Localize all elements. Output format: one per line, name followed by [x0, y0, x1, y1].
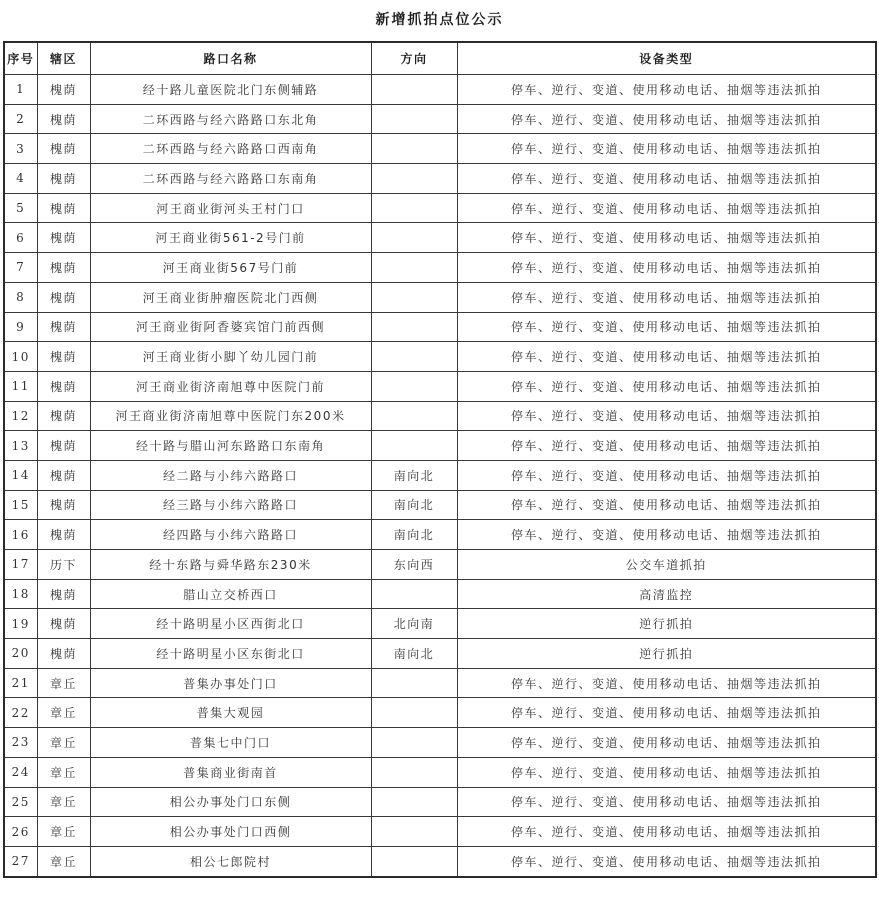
table-row	[4, 846, 876, 876]
cell-location: 二环西路与经六路路口东南角	[90, 164, 371, 194]
cell-district: 章丘	[37, 846, 90, 876]
cell-no: 1	[4, 75, 37, 105]
cell-district: 槐荫	[37, 401, 90, 431]
header-device-type: 设备类型	[457, 42, 876, 75]
table-row	[4, 431, 876, 461]
cell-location: 经十路儿童医院北门东侧辅路	[90, 75, 371, 105]
cell-device-type: 停车、逆行、变道、使用移动电话、抽烟等违法抓拍	[457, 134, 876, 164]
cell-location: 经十东路与舜华路东230米	[90, 550, 371, 580]
cell-no: 21	[4, 668, 37, 698]
cell-no: 25	[4, 787, 37, 817]
cell-location: 河王商业街济南旭尊中医院门东200米	[90, 401, 371, 431]
cell-district: 槐荫	[37, 490, 90, 520]
cell-direction: 南向北	[371, 460, 457, 490]
table-row	[4, 282, 876, 312]
cell-direction	[371, 134, 457, 164]
cell-device-type: 停车、逆行、变道、使用移动电话、抽烟等违法抓拍	[457, 75, 876, 105]
cell-direction	[371, 698, 457, 728]
table-row	[4, 757, 876, 787]
table-row	[4, 104, 876, 134]
table-row	[4, 75, 876, 105]
cell-no: 20	[4, 639, 37, 669]
table-header-row	[4, 42, 876, 75]
cell-device-type: 停车、逆行、变道、使用移动电话、抽烟等违法抓拍	[457, 757, 876, 787]
cell-no: 16	[4, 520, 37, 550]
cell-direction: 北向南	[371, 609, 457, 639]
cell-district: 槐荫	[37, 253, 90, 283]
cell-location: 相公办事处门口东侧	[90, 787, 371, 817]
cell-no: 14	[4, 460, 37, 490]
table-row	[4, 787, 876, 817]
cell-location: 河王商业街肿瘤医院北门西侧	[90, 282, 371, 312]
cell-no: 12	[4, 401, 37, 431]
cell-district: 槐荫	[37, 223, 90, 253]
cell-district: 槐荫	[37, 193, 90, 223]
cell-district: 槐荫	[37, 312, 90, 342]
table-row	[4, 134, 876, 164]
table-row	[4, 579, 876, 609]
table-row	[4, 639, 876, 669]
table-row	[4, 728, 876, 758]
cell-device-type: 停车、逆行、变道、使用移动电话、抽烟等违法抓拍	[457, 431, 876, 461]
cell-device-type: 停车、逆行、变道、使用移动电话、抽烟等违法抓拍	[457, 223, 876, 253]
cell-location: 经二路与小纬六路路口	[90, 460, 371, 490]
cell-device-type: 停车、逆行、变道、使用移动电话、抽烟等违法抓拍	[457, 787, 876, 817]
document-title: 新增抓拍点位公示	[375, 12, 504, 28]
cell-direction	[371, 253, 457, 283]
table-row	[4, 253, 876, 283]
cell-direction	[371, 282, 457, 312]
table-row	[4, 817, 876, 847]
table-row	[4, 490, 876, 520]
table-row	[4, 550, 876, 580]
table-row	[4, 401, 876, 431]
header-no: 序号	[4, 42, 37, 75]
cell-district: 槐荫	[37, 371, 90, 401]
cell-no: 10	[4, 342, 37, 372]
cell-direction: 南向北	[371, 639, 457, 669]
cell-device-type: 停车、逆行、变道、使用移动电话、抽烟等违法抓拍	[457, 371, 876, 401]
cell-no: 22	[4, 698, 37, 728]
cell-location: 普集大观园	[90, 698, 371, 728]
cell-location: 二环西路与经六路路口西南角	[90, 134, 371, 164]
capture-points-table	[3, 41, 877, 878]
header-location: 路口名称	[90, 42, 371, 75]
cell-district: 槐荫	[37, 134, 90, 164]
cell-no: 3	[4, 134, 37, 164]
cell-direction	[371, 193, 457, 223]
cell-location: 河王商业街小脚丫幼儿园门前	[90, 342, 371, 372]
cell-location: 河王商业街阿香婆宾馆门前西侧	[90, 312, 371, 342]
cell-district: 章丘	[37, 668, 90, 698]
cell-device-type: 停车、逆行、变道、使用移动电话、抽烟等违法抓拍	[457, 164, 876, 194]
cell-location: 经十路明星小区西街北口	[90, 609, 371, 639]
cell-no: 5	[4, 193, 37, 223]
cell-device-type: 停车、逆行、变道、使用移动电话、抽烟等违法抓拍	[457, 253, 876, 283]
cell-direction	[371, 431, 457, 461]
cell-device-type: 停车、逆行、变道、使用移动电话、抽烟等违法抓拍	[457, 668, 876, 698]
cell-location: 经三路与小纬六路路口	[90, 490, 371, 520]
cell-device-type: 停车、逆行、变道、使用移动电话、抽烟等违法抓拍	[457, 846, 876, 876]
cell-district: 章丘	[37, 817, 90, 847]
cell-direction	[371, 223, 457, 253]
cell-device-type: 停车、逆行、变道、使用移动电话、抽烟等违法抓拍	[457, 282, 876, 312]
cell-location: 经十路明星小区东街北口	[90, 639, 371, 669]
cell-device-type: 逆行抓拍	[457, 639, 876, 669]
cell-district: 槐荫	[37, 609, 90, 639]
cell-device-type: 停车、逆行、变道、使用移动电话、抽烟等违法抓拍	[457, 312, 876, 342]
table-row	[4, 223, 876, 253]
cell-device-type: 停车、逆行、变道、使用移动电话、抽烟等违法抓拍	[457, 490, 876, 520]
cell-device-type: 停车、逆行、变道、使用移动电话、抽烟等违法抓拍	[457, 698, 876, 728]
cell-direction	[371, 757, 457, 787]
cell-location: 河王商业街567号门前	[90, 253, 371, 283]
cell-location: 经四路与小纬六路路口	[90, 520, 371, 550]
cell-no: 26	[4, 817, 37, 847]
table-row	[4, 520, 876, 550]
cell-direction	[371, 728, 457, 758]
cell-device-type: 停车、逆行、变道、使用移动电话、抽烟等违法抓拍	[457, 728, 876, 758]
table-row	[4, 164, 876, 194]
cell-no: 7	[4, 253, 37, 283]
cell-direction	[371, 342, 457, 372]
cell-no: 8	[4, 282, 37, 312]
cell-device-type: 高清监控	[457, 579, 876, 609]
cell-no: 6	[4, 223, 37, 253]
cell-direction	[371, 579, 457, 609]
cell-location: 相公七郎院村	[90, 846, 371, 876]
cell-device-type: 逆行抓拍	[457, 609, 876, 639]
cell-location: 普集办事处门口	[90, 668, 371, 698]
cell-direction	[371, 75, 457, 105]
cell-district: 历下	[37, 550, 90, 580]
cell-no: 4	[4, 164, 37, 194]
cell-no: 17	[4, 550, 37, 580]
cell-direction	[371, 668, 457, 698]
cell-location: 河王商业街561-2号门前	[90, 223, 371, 253]
table-row	[4, 342, 876, 372]
cell-device-type: 停车、逆行、变道、使用移动电话、抽烟等违法抓拍	[457, 401, 876, 431]
cell-no: 19	[4, 609, 37, 639]
cell-no: 9	[4, 312, 37, 342]
cell-device-type: 停车、逆行、变道、使用移动电话、抽烟等违法抓拍	[457, 104, 876, 134]
table-body	[4, 75, 876, 877]
cell-direction	[371, 817, 457, 847]
cell-no: 13	[4, 431, 37, 461]
cell-district: 槐荫	[37, 639, 90, 669]
cell-device-type: 公交车道抓拍	[457, 550, 876, 580]
cell-district: 槐荫	[37, 104, 90, 134]
cell-district: 槐荫	[37, 75, 90, 105]
cell-direction: 南向北	[371, 520, 457, 550]
cell-location: 河王商业街济南旭尊中医院门前	[90, 371, 371, 401]
cell-location: 相公办事处门口西侧	[90, 817, 371, 847]
cell-no: 24	[4, 757, 37, 787]
cell-direction	[371, 371, 457, 401]
cell-no: 23	[4, 728, 37, 758]
cell-no: 18	[4, 579, 37, 609]
cell-direction: 东向西	[371, 550, 457, 580]
cell-location: 腊山立交桥西口	[90, 579, 371, 609]
cell-direction	[371, 164, 457, 194]
cell-no: 2	[4, 104, 37, 134]
cell-direction	[371, 846, 457, 876]
cell-device-type: 停车、逆行、变道、使用移动电话、抽烟等违法抓拍	[457, 342, 876, 372]
header-direction: 方向	[371, 42, 457, 75]
cell-district: 槐荫	[37, 579, 90, 609]
cell-district: 章丘	[37, 698, 90, 728]
cell-direction: 南向北	[371, 490, 457, 520]
cell-direction	[371, 787, 457, 817]
cell-device-type: 停车、逆行、变道、使用移动电话、抽烟等违法抓拍	[457, 460, 876, 490]
cell-district: 槐荫	[37, 342, 90, 372]
cell-location: 普集商业街南首	[90, 757, 371, 787]
cell-direction	[371, 401, 457, 431]
cell-device-type: 停车、逆行、变道、使用移动电话、抽烟等违法抓拍	[457, 817, 876, 847]
cell-district: 章丘	[37, 757, 90, 787]
table-row	[4, 668, 876, 698]
cell-district: 槐荫	[37, 282, 90, 312]
cell-direction	[371, 312, 457, 342]
table-row	[4, 312, 876, 342]
cell-no: 27	[4, 846, 37, 876]
table-row	[4, 460, 876, 490]
table-row	[4, 193, 876, 223]
cell-no: 15	[4, 490, 37, 520]
table-row	[4, 371, 876, 401]
cell-device-type: 停车、逆行、变道、使用移动电话、抽烟等违法抓拍	[457, 520, 876, 550]
table-row	[4, 609, 876, 639]
cell-district: 章丘	[37, 787, 90, 817]
cell-location: 经十路与腊山河东路路口东南角	[90, 431, 371, 461]
cell-location: 河王商业街河头王村门口	[90, 193, 371, 223]
cell-district: 槐荫	[37, 164, 90, 194]
header-district: 辖区	[37, 42, 90, 75]
cell-location: 二环西路与经六路路口东北角	[90, 104, 371, 134]
cell-district: 章丘	[37, 728, 90, 758]
cell-district: 槐荫	[37, 460, 90, 490]
cell-device-type: 停车、逆行、变道、使用移动电话、抽烟等违法抓拍	[457, 193, 876, 223]
cell-no: 11	[4, 371, 37, 401]
cell-direction	[371, 104, 457, 134]
table-row	[4, 698, 876, 728]
cell-district: 槐荫	[37, 520, 90, 550]
cell-district: 槐荫	[37, 431, 90, 461]
cell-location: 普集七中门口	[90, 728, 371, 758]
